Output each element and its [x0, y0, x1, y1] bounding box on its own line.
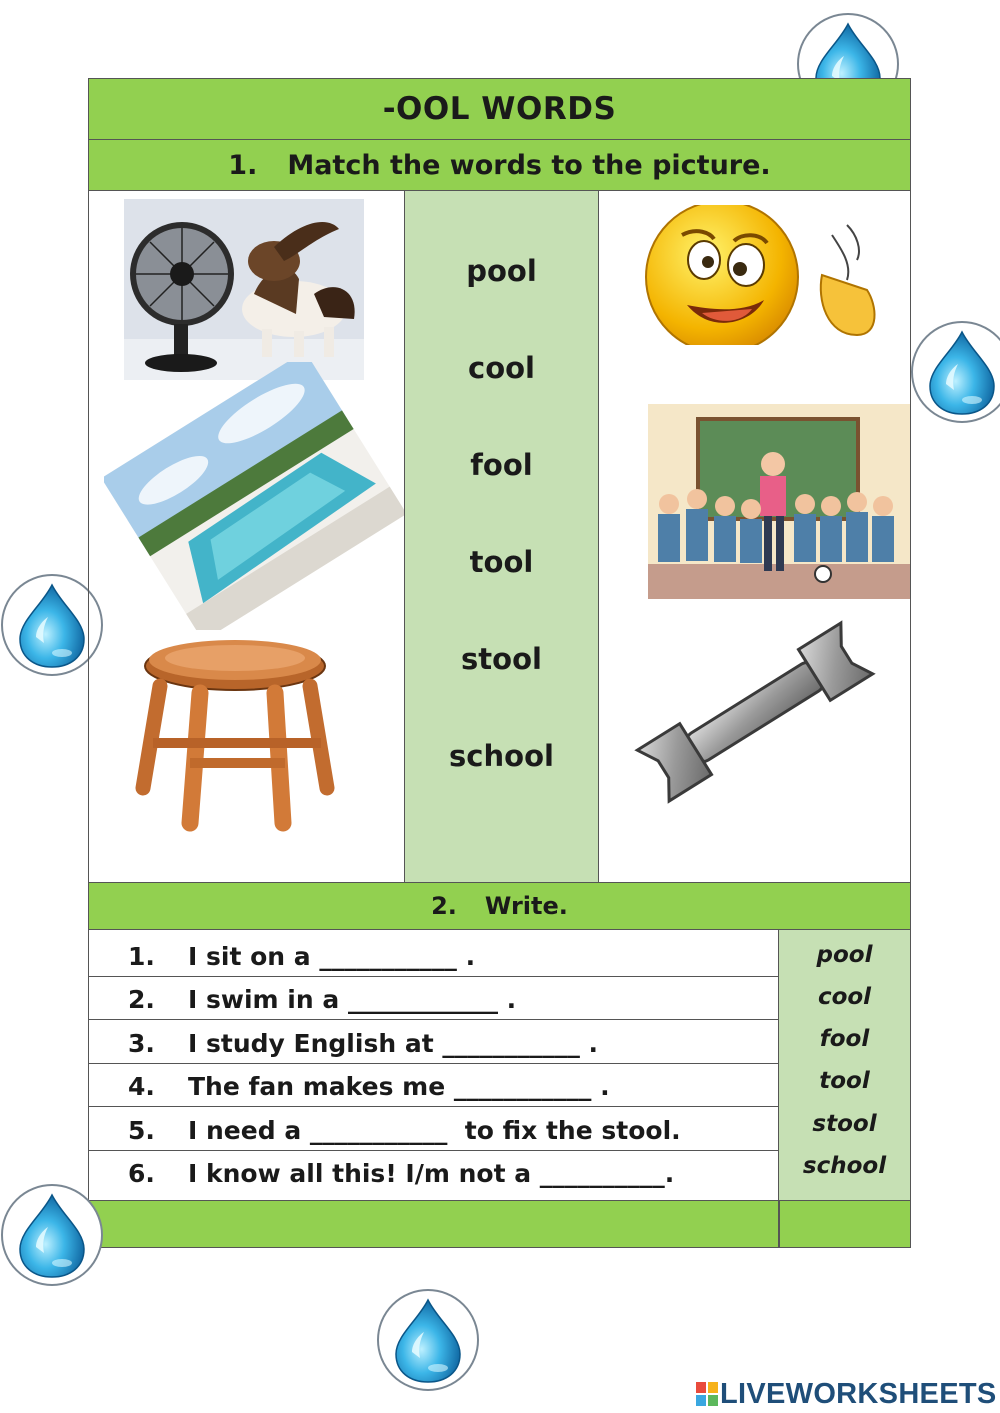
- sentence-row[interactable]: [88, 977, 778, 1020]
- wrench-picture[interactable]: [625, 612, 885, 812]
- section-1-instruction: Match the words to the picture.: [287, 149, 771, 181]
- water-drop-icon: [376, 1288, 480, 1392]
- footer-bar: [88, 1200, 911, 1248]
- sentence-text[interactable]: I sit on a ___________ .: [188, 942, 476, 971]
- fan-and-dog-picture[interactable]: [124, 199, 364, 380]
- liveworksheets-logo: [696, 1378, 997, 1411]
- liveworksheets-mark-icon: [696, 1382, 718, 1406]
- word-tool[interactable]: tool: [469, 545, 534, 579]
- stool-picture[interactable]: [135, 638, 335, 833]
- water-drop-icon: [0, 1183, 104, 1287]
- word-school[interactable]: school: [449, 739, 554, 773]
- sentence-text[interactable]: I swim in a ____________ .: [188, 985, 517, 1014]
- section-1-header: [88, 140, 911, 191]
- word-pool[interactable]: pool: [466, 254, 537, 288]
- sentence-number: 3.: [128, 1029, 155, 1058]
- sentence-text[interactable]: I study English at ___________ .: [188, 1029, 599, 1058]
- sentence-row[interactable]: [88, 1151, 778, 1194]
- sentence-text[interactable]: I need a ___________ to fix the stool.: [188, 1116, 681, 1145]
- word-bank: [778, 930, 911, 1200]
- swimming-pool-picture[interactable]: [104, 362, 404, 630]
- classroom-picture[interactable]: [648, 404, 910, 599]
- word-bank-item: cool: [817, 984, 872, 1010]
- sentence-number: 4.: [128, 1072, 155, 1101]
- sentence-number: 1.: [128, 942, 155, 971]
- word-fool[interactable]: fool: [470, 448, 533, 482]
- word-bank-item: pool: [816, 942, 873, 968]
- section-1-number: 1.: [228, 149, 258, 181]
- section-2-number: 2.: [431, 892, 457, 920]
- confused-emoji-picture[interactable]: [642, 205, 882, 345]
- word-bank-item: stool: [812, 1111, 877, 1137]
- sentence-text[interactable]: I know all this! I/m not a __________.: [188, 1159, 675, 1188]
- sentence-text[interactable]: The fan makes me ___________ .: [188, 1072, 610, 1101]
- sentence-row[interactable]: [88, 934, 778, 977]
- page-title: -OOL WORDS: [88, 78, 911, 140]
- sentence-row[interactable]: [88, 1108, 778, 1151]
- sentence-row[interactable]: [88, 1064, 778, 1107]
- word-bank-item: fool: [819, 1026, 870, 1052]
- water-drop-icon: [910, 320, 1000, 424]
- word-cool[interactable]: cool: [468, 351, 535, 385]
- word-column: [404, 191, 599, 882]
- word-stool[interactable]: stool: [461, 642, 542, 676]
- sentence-number: 5.: [128, 1116, 155, 1145]
- sentence-number: 2.: [128, 985, 155, 1014]
- brand-name: LIVEWORKSHEETS: [720, 1378, 997, 1410]
- word-bank-item: tool: [819, 1068, 870, 1094]
- word-bank-item: school: [802, 1153, 887, 1179]
- sentence-number: 6.: [128, 1159, 155, 1188]
- sentence-row[interactable]: [88, 1021, 778, 1064]
- section-2-header: [88, 882, 911, 930]
- section-2-instruction: Write.: [484, 892, 568, 920]
